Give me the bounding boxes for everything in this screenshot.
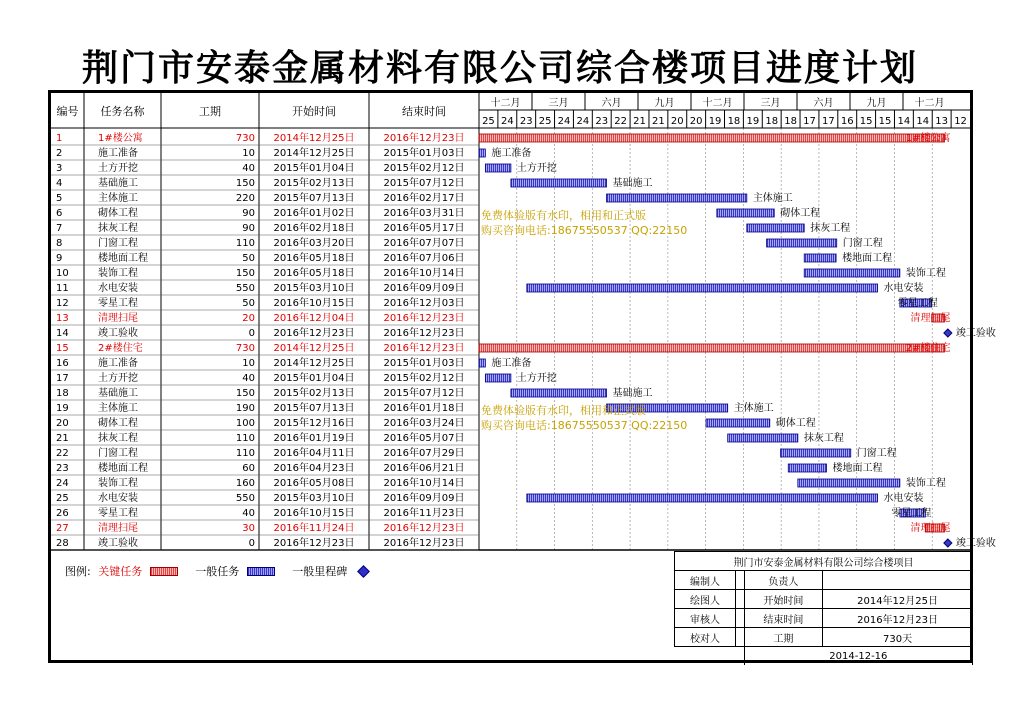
row-name: 门窗工程 <box>98 448 138 459</box>
bar-label: 零星工程 <box>897 298 938 309</box>
info-duration-label: 工期 <box>744 628 822 647</box>
legend <box>65 563 368 579</box>
row-start: 2016年01月02日 <box>273 208 355 219</box>
info-reviewed-by-value[interactable] <box>736 609 745 628</box>
row-id: 5 <box>56 193 63 204</box>
row-start: 2016年04月23日 <box>273 463 355 474</box>
bar-label: 楼地面工程 <box>832 463 883 474</box>
milestone-diamond-icon <box>357 565 370 578</box>
week-label: 18 <box>727 116 741 127</box>
row-duration: 20 <box>242 313 255 324</box>
info-end-label: 结束时间 <box>744 609 822 628</box>
row-name: 砌体工程 <box>98 418 138 429</box>
row-start: 2015年02月13日 <box>273 178 355 189</box>
row-id: 16 <box>56 358 69 369</box>
row-end: 2016年12月23日 <box>383 133 465 144</box>
row-duration: 60 <box>242 463 255 474</box>
month-label: 三月 <box>548 98 569 109</box>
week-label: 25 <box>482 116 495 127</box>
week-label: 24 <box>557 116 571 127</box>
row-end: 2016年09月09日 <box>383 283 465 294</box>
bar-label: 基础施工 <box>612 388 653 399</box>
row-id: 21 <box>56 433 69 444</box>
row-end: 2016年05月07日 <box>383 433 465 444</box>
row-name: 施工准备 <box>98 148 138 159</box>
legend-normal-label: 一般任务 <box>195 565 240 578</box>
row-end: 2015年02月12日 <box>383 163 465 174</box>
bar-label: 主体施工 <box>752 193 793 204</box>
bar-label: 门窗工程 <box>856 448 897 459</box>
info-start-value: 2014年12月25日 <box>823 590 973 609</box>
row-duration: 550 <box>235 493 255 504</box>
row-id: 10 <box>56 268 69 279</box>
row-duration: 90 <box>242 223 255 234</box>
row-end: 2016年12月23日 <box>383 523 465 534</box>
info-duration-value: 730天 <box>823 628 973 647</box>
week-label: 13 <box>935 116 949 127</box>
task-bar[interactable] <box>728 434 798 442</box>
week-label: 17 <box>803 116 816 127</box>
row-start: 2015年03月10日 <box>273 493 355 504</box>
row-end: 2016年06月21日 <box>383 463 465 474</box>
bar-label: 装饰工程 <box>905 478 946 489</box>
row-end: 2015年01月03日 <box>383 358 465 369</box>
legend-label: 图例: <box>65 565 91 578</box>
header-name: 任务名称 <box>100 105 145 118</box>
row-end: 2016年12月23日 <box>383 328 465 339</box>
row-end: 2016年07月29日 <box>383 448 465 459</box>
watermark-line1-second: 免费体验版有水印，相用和正式版 <box>481 404 646 417</box>
task-bar[interactable] <box>788 464 826 472</box>
row-duration: 220 <box>235 193 255 204</box>
info-drawn-by: 绘图人 <box>675 590 736 609</box>
row-duration: 90 <box>242 208 255 219</box>
month-label: 三月 <box>760 98 781 109</box>
row-duration: 730 <box>235 343 255 354</box>
task-bar[interactable] <box>479 359 485 367</box>
task-bar[interactable] <box>804 254 836 262</box>
row-start: 2016年05月18日 <box>273 253 355 264</box>
row-id: 20 <box>56 418 69 429</box>
row-id: 26 <box>56 508 69 519</box>
row-name: 楼地面工程 <box>98 463 148 474</box>
row-end: 2016年01月18日 <box>383 403 465 414</box>
row-id: 22 <box>56 448 69 459</box>
row-duration: 40 <box>242 508 255 519</box>
row-id: 23 <box>56 463 69 474</box>
row-end: 2015年07月12日 <box>383 388 465 399</box>
task-bar[interactable] <box>527 494 878 502</box>
row-duration: 150 <box>235 388 255 399</box>
info-drawn-by-value[interactable] <box>736 590 745 609</box>
task-bar[interactable] <box>767 239 837 247</box>
info-compiled-by: 编制人 <box>675 571 736 590</box>
row-name: 2#楼住宅 <box>98 343 143 354</box>
week-label: 15 <box>859 116 873 127</box>
row-end: 2016年09月09日 <box>383 493 465 504</box>
week-label: 15 <box>878 116 892 127</box>
row-end: 2016年02月17日 <box>383 193 465 204</box>
header-id: 编号 <box>56 105 79 118</box>
week-label: 23 <box>595 116 609 127</box>
row-duration: 150 <box>235 268 255 279</box>
row-start: 2014年12月25日 <box>273 343 355 354</box>
legend-critical-swatch <box>150 567 178 576</box>
row-duration: 110 <box>235 433 255 444</box>
row-id: 19 <box>56 403 69 414</box>
row-start: 2016年10月15日 <box>273 298 355 309</box>
row-end: 2015年07月12日 <box>383 178 465 189</box>
task-bar[interactable] <box>485 164 511 172</box>
info-title: 荆门市安泰金属材料有限公司综合楼项目 <box>675 552 973 571</box>
row-name: 楼地面工程 <box>98 253 148 264</box>
week-label: 19 <box>708 116 722 127</box>
week-label: 18 <box>784 116 797 127</box>
bar-label: 基础施工 <box>612 178 653 189</box>
legend-milestone-label: 一般里程碑 <box>292 565 348 578</box>
week-label: 18 <box>765 116 779 127</box>
milestone-marker[interactable] <box>944 539 952 547</box>
info-reviewed-by: 审核人 <box>675 609 736 628</box>
bar-label: 门窗工程 <box>842 238 883 249</box>
row-start: 2016年01月19日 <box>273 433 355 444</box>
task-bar[interactable] <box>717 209 774 217</box>
week-label: 19 <box>746 116 760 127</box>
row-end: 2015年02月12日 <box>383 373 465 384</box>
week-label: 24 <box>576 116 590 127</box>
bar-label: 抹灰工程 <box>810 223 851 234</box>
row-name: 基础施工 <box>98 178 138 189</box>
info-checked-by-value[interactable] <box>736 628 745 647</box>
bar-label: 砌体工程 <box>775 418 816 429</box>
watermark-line2: 购买咨询电话:18675550537 QQ:22150 <box>481 224 688 237</box>
bar-label: 1#楼公寓 <box>905 133 951 144</box>
row-duration: 50 <box>242 253 255 264</box>
row-id: 7 <box>56 223 63 234</box>
bar-label: 抹灰工程 <box>803 433 844 444</box>
row-id: 2 <box>56 148 63 159</box>
bar-label: 2#楼住宅 <box>905 343 951 354</box>
title-block <box>674 551 973 663</box>
row-duration: 0 <box>248 328 255 339</box>
row-start: 2016年11月24日 <box>273 523 355 534</box>
row-start: 2016年05月08日 <box>273 478 355 489</box>
row-start: 2015年12月16日 <box>273 418 355 429</box>
row-end: 2016年12月23日 <box>383 313 465 324</box>
row-id: 25 <box>56 493 69 504</box>
row-end: 2016年12月23日 <box>383 538 465 549</box>
week-label: 21 <box>652 116 665 127</box>
month-label: 十二月 <box>490 98 521 109</box>
week-label: 17 <box>821 116 835 127</box>
row-id: 17 <box>56 373 69 384</box>
watermark-line2-second: 购买咨询电话:18675550537 QQ:22150 <box>481 419 688 432</box>
row-start: 2015年07月13日 <box>273 193 355 204</box>
row-duration: 550 <box>235 283 255 294</box>
bar-label: 零星工程 <box>891 508 932 519</box>
row-id: 12 <box>56 298 69 309</box>
bar-label: 土方开挖 <box>516 163 557 174</box>
row-id: 27 <box>56 523 69 534</box>
row-end: 2016年12月23日 <box>383 343 465 354</box>
bar-label: 砌体工程 <box>780 208 821 219</box>
task-bar[interactable] <box>798 479 900 487</box>
row-name: 土方开挖 <box>98 163 138 174</box>
task-bar[interactable] <box>747 224 804 232</box>
watermark-line1: 免费体验版有水印，相用和正式版 <box>481 209 646 222</box>
row-id: 9 <box>56 253 63 264</box>
row-duration: 160 <box>235 478 255 489</box>
row-name: 抹灰工程 <box>98 433 138 444</box>
row-name: 施工准备 <box>98 358 138 369</box>
row-duration: 50 <box>242 298 255 309</box>
bar-label: 施工准备 <box>491 148 532 159</box>
info-checked-by: 校对人 <box>675 628 736 647</box>
bar-label: 装饰工程 <box>905 268 946 279</box>
row-start: 2016年05月18日 <box>273 268 355 279</box>
bar-label: 水电安装 <box>883 493 924 504</box>
row-id: 24 <box>56 478 69 489</box>
row-end: 2016年03月31日 <box>383 208 465 219</box>
critical-task-bar[interactable] <box>479 344 944 352</box>
row-name: 装饰工程 <box>98 268 138 279</box>
row-name: 门窗工程 <box>98 238 138 249</box>
task-bar[interactable] <box>511 179 607 187</box>
bar-label: 清理扫尾 <box>910 313 951 324</box>
week-label: 12 <box>954 116 967 127</box>
row-start: 2016年12月23日 <box>273 328 355 339</box>
row-duration: 110 <box>235 448 255 459</box>
task-bar[interactable] <box>479 149 485 157</box>
header-end: 结束时间 <box>402 105 446 118</box>
row-end: 2016年05月17日 <box>383 223 465 234</box>
month-label: 九月 <box>866 98 887 109</box>
row-start: 2016年12月23日 <box>273 538 355 549</box>
row-id: 13 <box>56 313 69 324</box>
row-end: 2015年01月03日 <box>383 148 465 159</box>
row-start: 2016年12月04日 <box>273 313 355 324</box>
row-end: 2016年11月23日 <box>383 508 465 519</box>
row-name: 零星工程 <box>98 508 138 519</box>
row-id: 14 <box>56 328 69 339</box>
week-label: 14 <box>916 116 930 127</box>
row-name: 零星工程 <box>98 298 138 309</box>
bar-label: 主体施工 <box>733 403 774 414</box>
legend-critical-label: 关键任务 <box>98 565 143 578</box>
row-start: 2016年04月11日 <box>273 448 355 459</box>
row-name: 竣工验收 <box>98 538 138 549</box>
row-name: 清理扫尾 <box>98 313 138 324</box>
week-label: 25 <box>538 116 552 127</box>
page-title: 荆门市安泰金属材料有限公司综合楼项目进度计划 <box>81 47 918 89</box>
row-id: 15 <box>56 343 69 354</box>
info-end-value: 2016年12月23日 <box>823 609 973 628</box>
bar-label: 楼地面工程 <box>842 253 893 264</box>
row-id: 28 <box>56 538 69 549</box>
row-duration: 100 <box>235 418 255 429</box>
month-label: 九月 <box>654 98 675 109</box>
gantt-sheet <box>48 90 996 663</box>
row-duration: 40 <box>242 373 255 384</box>
row-name: 砌体工程 <box>98 208 138 219</box>
task-bar[interactable] <box>527 284 878 292</box>
info-responsible: 负责人 <box>744 571 822 590</box>
row-duration: 10 <box>242 148 255 159</box>
row-duration: 40 <box>242 163 255 174</box>
info-blank <box>675 647 745 666</box>
bar-label: 水电安装 <box>883 283 924 294</box>
week-label: 22 <box>614 116 628 127</box>
milestone-marker[interactable] <box>944 329 952 337</box>
task-bar[interactable] <box>485 374 511 382</box>
bar-label: 竣工验收 <box>955 538 996 549</box>
row-start: 2016年03月20日 <box>273 238 355 249</box>
week-label: 23 <box>519 116 533 127</box>
month-label: 十二月 <box>702 98 733 109</box>
week-label: 14 <box>897 116 911 127</box>
month-label: 六月 <box>813 98 834 109</box>
row-name: 土方开挖 <box>98 373 138 384</box>
row-name: 抹灰工程 <box>98 223 138 234</box>
bar-label: 清理扫尾 <box>910 523 951 534</box>
row-id: 11 <box>56 283 69 294</box>
week-label: 16 <box>840 116 854 127</box>
info-compiled-by-value[interactable] <box>736 571 745 590</box>
row-start: 2015年02月13日 <box>273 388 355 399</box>
header-duration: 工期 <box>199 105 221 118</box>
info-start-label: 开始时间 <box>744 590 822 609</box>
row-name: 基础施工 <box>98 388 138 399</box>
row-end: 2016年10月14日 <box>383 478 465 489</box>
row-start: 2015年07月13日 <box>273 403 355 414</box>
bar-label: 施工准备 <box>491 358 532 369</box>
row-name: 装饰工程 <box>98 478 138 489</box>
row-end: 2016年07月07日 <box>383 238 465 249</box>
row-name: 竣工验收 <box>98 328 138 339</box>
week-label: 20 <box>670 116 684 127</box>
week-label: 24 <box>500 116 514 127</box>
row-duration: 150 <box>235 178 255 189</box>
row-start: 2014年12月25日 <box>273 358 355 369</box>
row-duration: 110 <box>235 238 255 249</box>
task-bar[interactable] <box>607 194 747 202</box>
header-start: 开始时间 <box>292 105 336 118</box>
task-bar[interactable] <box>706 419 770 427</box>
row-id: 1 <box>56 133 63 144</box>
row-name: 主体施工 <box>98 403 138 414</box>
info-date: 2014-12-16 <box>744 647 972 666</box>
row-start: 2015年03月10日 <box>273 283 355 294</box>
row-start: 2016年02月18日 <box>273 223 355 234</box>
row-name: 主体施工 <box>98 193 138 204</box>
row-name: 水电安装 <box>98 283 138 294</box>
row-end: 2016年12月03日 <box>383 298 465 309</box>
row-end: 2016年10月14日 <box>383 268 465 279</box>
info-responsible-value[interactable] <box>823 571 973 590</box>
row-duration: 30 <box>242 523 255 534</box>
month-label: 十二月 <box>914 98 945 109</box>
bar-label: 土方开挖 <box>516 373 557 384</box>
row-duration: 190 <box>235 403 255 414</box>
row-duration: 0 <box>248 538 255 549</box>
task-bar[interactable] <box>804 269 900 277</box>
row-start: 2014年12月25日 <box>273 133 355 144</box>
task-bar[interactable] <box>511 389 607 397</box>
row-id: 6 <box>56 208 63 219</box>
row-name: 水电安装 <box>98 493 138 504</box>
row-end: 2016年03月24日 <box>383 418 465 429</box>
row-start: 2014年12月25日 <box>273 148 355 159</box>
row-id: 8 <box>56 238 63 249</box>
week-label: 21 <box>633 116 646 127</box>
row-start: 2015年01月04日 <box>273 163 355 174</box>
row-start: 2015年01月04日 <box>273 373 355 384</box>
task-bar[interactable] <box>781 449 851 457</box>
row-start: 2016年10月15日 <box>273 508 355 519</box>
row-name: 清理扫尾 <box>98 523 138 534</box>
row-duration: 730 <box>235 133 255 144</box>
row-id: 18 <box>56 388 69 399</box>
row-id: 3 <box>56 163 63 174</box>
critical-task-bar[interactable] <box>479 134 944 142</box>
week-label: 20 <box>689 116 703 127</box>
row-end: 2016年07月06日 <box>383 253 465 264</box>
row-id: 4 <box>56 178 63 189</box>
row-name: 1#楼公寓 <box>98 133 143 144</box>
row-duration: 10 <box>242 358 255 369</box>
bar-label: 竣工验收 <box>955 328 996 339</box>
legend-normal-swatch <box>247 567 275 576</box>
month-label: 六月 <box>601 98 622 109</box>
